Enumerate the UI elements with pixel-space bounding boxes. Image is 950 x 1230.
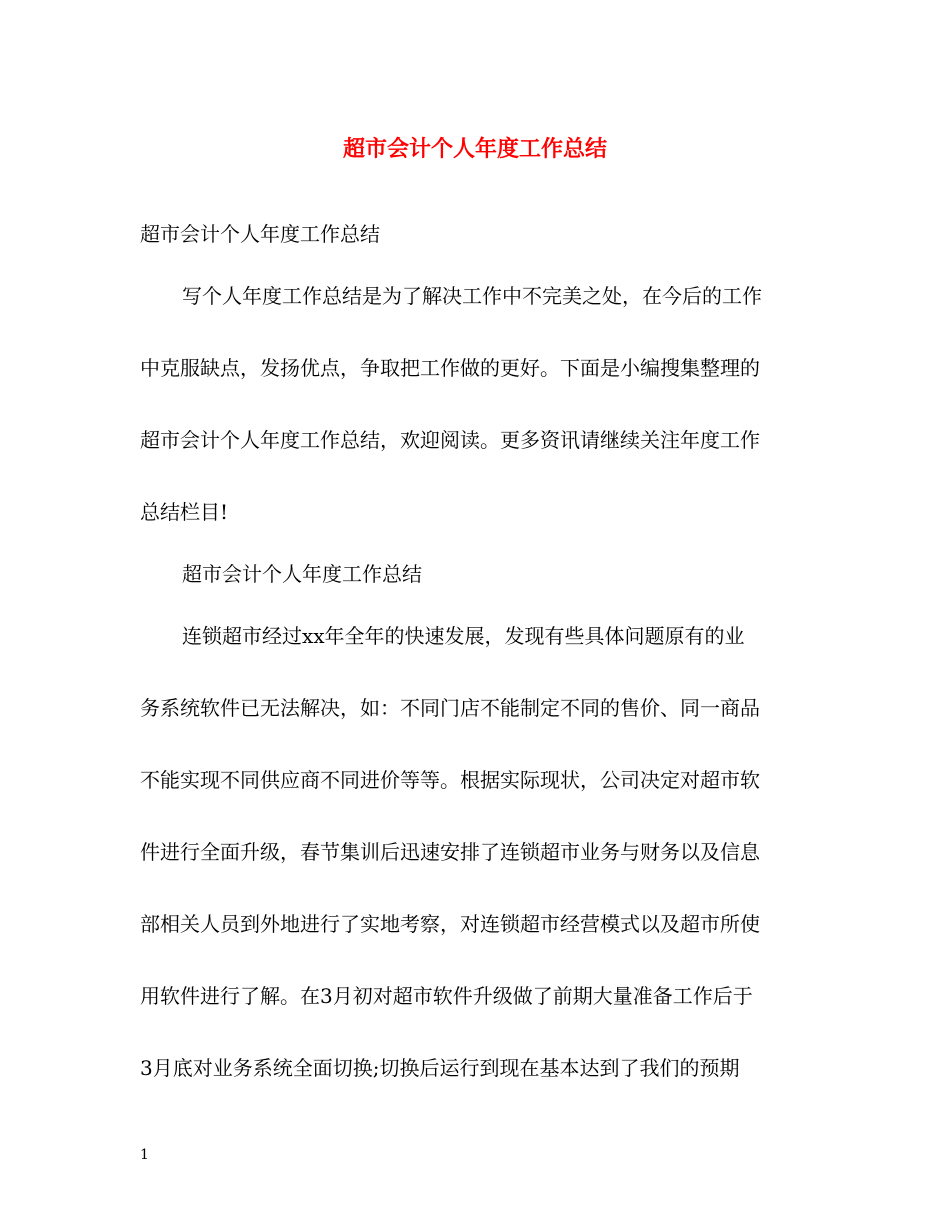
paragraph-line: 连锁超市经过xx年全年的快速发展，发现有些具体问题原有的业	[182, 624, 745, 648]
paragraph-line: 3月底对业务系统全面切换;切换后运行到现在基本达到了我们的预期	[140, 1056, 740, 1080]
section-subheading: 超市会计个人年度工作总结	[182, 562, 422, 586]
paragraph-line: 写个人年度工作总结是为了解决工作中不完美之处，在今后的工作	[182, 284, 762, 308]
document-heading: 超市会计个人年度工作总结	[140, 222, 380, 246]
paragraph-line: 中克服缺点，发扬优点，争取把工作做的更好。下面是小编搜集整理的	[140, 356, 760, 380]
paragraph-line: 不能实现不同供应商不同进价等等。根据实际现状，公司决定对超市软	[140, 768, 760, 792]
paragraph-line: 超市会计个人年度工作总结，欢迎阅读。更多资讯请继续关注年度工作	[140, 428, 760, 452]
paragraph-line: 件进行全面升级，春节集训后迅速安排了连锁超市业务与财务以及信息	[140, 840, 760, 864]
document-title: 超市会计个人年度工作总结	[342, 136, 607, 162]
paragraph-line: 用软件进行了解。在3月初对超市软件升级做了前期大量准备工作后于	[140, 984, 753, 1008]
paragraph-line: 部相关人员到外地进行了实地考察，对连锁超市经营模式以及超市所使	[140, 912, 760, 936]
paragraph-line: 总结栏目!	[140, 500, 229, 524]
paragraph-line: 务系统软件已无法解决，如：不同门店不能制定不同的售价、同一商品	[140, 696, 760, 720]
page-number: 1	[140, 1147, 149, 1163]
